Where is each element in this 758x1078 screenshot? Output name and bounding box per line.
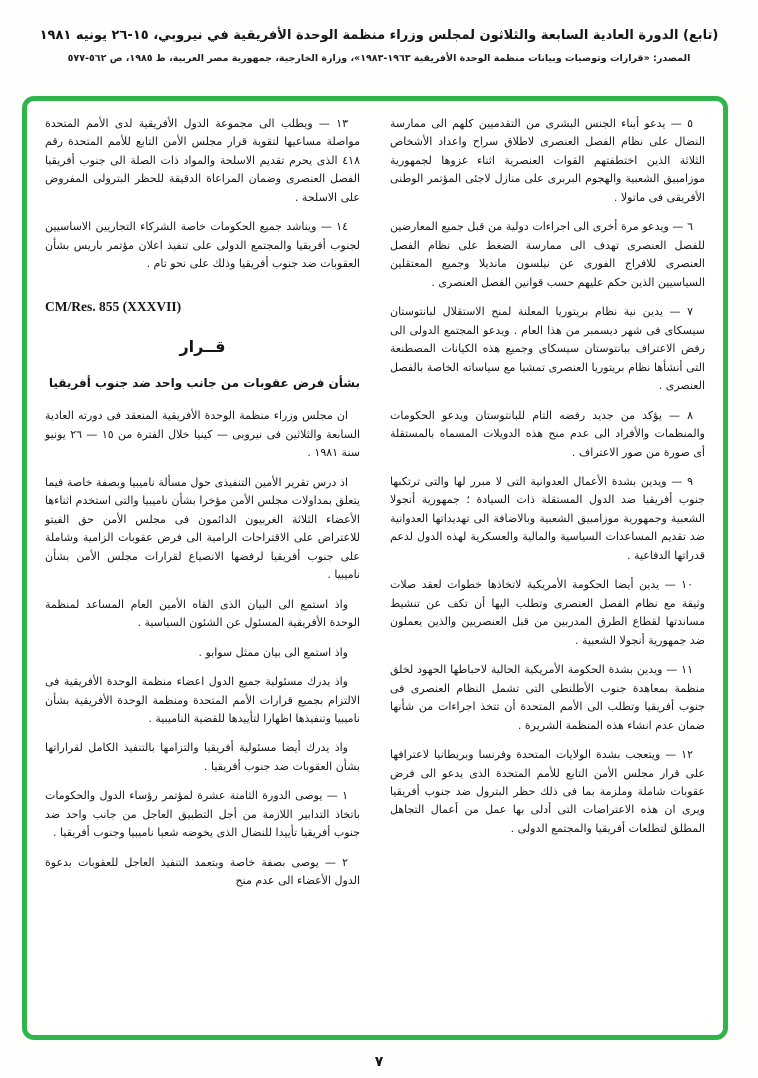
paragraph-item-12: ١٢ — ويتعجب بشدة الولايات المتحدة وفرنسا وبريطانيا لاعترافها على قرار مجلس الأمن التابع للأمم المتحدة الذى يدعو الى فرض عقوبات شاملة وملزمة بما فى ذلك حظر البترول ضد جنوب أفريقيا ويرى ان هذه الاعتراضات التى أدلى بها عمل من أعمال التجاهل المطلق لتطلعات أفريقيا والمجتمع الدولى . <box>390 748 705 835</box>
paragraph-item-6: ٦ — ويدعو مرة أخرى الى اجراءات دولية من قبل جميع المعارضين للفصل العنصرى تهدف الى ممارسة الضغط على نظام الفصل العنصرى للافراج الفورى عن نيلسون مانديلا وجميع المعتقلين السياسيين الذين حكم عليهم حسب قوانين الفصل العنصرى . <box>390 220 705 289</box>
resolution-considering-3: واذ استمع الى بيان ممثل سوابو . <box>198 645 348 659</box>
paragraph-item-14: ١٤ — ويناشد جميع الحكومات خاصة الشركاء التجاريين الاساسيين لجنوب أفريقيا والمجتمع الدولى على تنفيذ اعلان مؤتمر باريس بشأن العقوبات ضد جنوب أفريقيا وذلك على نحو تام . <box>45 220 360 271</box>
paragraph-item-8: ٨ — يؤكد من جديد رفضه التام للبانتوستان ويدعو الحكومات والمنظمات والأفراد الى عدم منح هذه الدويلات المسماه بالمستقلة أى صورة من صور الاعتراف . <box>390 408 705 459</box>
resolution-number: CM/Res. 855 (XXXVII) <box>45 298 182 314</box>
page-footer <box>0 1051 758 1070</box>
paragraph-item-13: ١٣ — ويطلب الى مجموعة الدول الأفريقية لدى الأمم المتحدة مواصلة مساعيها لتقوية قرار مجلس الأمن التابع للأمم المتحدة رقم ٤١٨ الذى يحرم تقديم الاسلحة والمواد ذات الصلة الى جنوب أفريقيا الفصل العنصرى وضمان المراعاة الدقيقة للحظر البترولى المفروض على الاسلحة . <box>45 117 360 204</box>
header-source-line: المصدر: «قرارات وتوصيات وبيانات منظمة الوحدة الأفريقية ١٩٦٣-١٩٨٣»، وزارة الخارجية، جمهورية مصر العربية، ط ١٩٨٥، ص ٥٦٢-٥٧٧ <box>67 52 691 64</box>
resolution-preamble: ان مجلس وزراء منظمة الوحدة الأفريقية المنعقد فى دورته العادية السابعة والثلاثين فى نيروبى — كينيا خلال الفترة من ١٥ — ٢٦ يونيو سنة ١٩٨١ . <box>45 409 361 460</box>
paragraph-item-5: ٥ — يدعو أبناء الجنس البشرى من التقدميين كلهم الى ممارسة النضال على نظام الفصل العنصرى لاطلاق سراح واعداد الأشخاص الثلاثة الذين اختطفتهم القوات العنصرية اثناء غزوها لجمهورية موزامبيق الشعبية والهجوم البربرى على منازل لاجئى المؤتمر الوطنى الأفريقى فى ماتولا . <box>390 117 705 204</box>
resolution-considering-5: واذ يدرك أيضا مسئولية أفريقيا والتزامها بالتنفيذ الكامل لقراراتها بشأن العقوبات ضد جنوب أفريقيا . <box>45 741 360 773</box>
page-number: ٧ <box>374 1054 384 1070</box>
header-session-title: (تابع) الدورة العادية السابعة والثلاثون لمجلس وزراء منظمة الوحدة الأفريقية في نيروبي، ١٥-٢٦ يونيه ١٩٨١ <box>39 28 719 43</box>
page-header <box>0 0 758 64</box>
paragraph-item-10: ١٠ — يدين أيضا الحكومة الأمريكية لاتخاذها خطوات لعقد صلات وثيقة مع نظام الفصل العنصرى وتطلب اليها أن تكف عن تنشيط مساندتها لقطاع الطرق المدربين من قبل العنصريين والذين يعملون ضد جمهورية أنجولا الشعبية . <box>390 578 705 647</box>
resolution-considering-4: واذ يدرك مسئولية جميع الدول اعضاء منظمة الوحدة الأفريقية فى الالتزام بجميع قرارات الأمم المتحدة ومنظمة الوحدة الأفريقية بشأن ناميبيا وتنفيذها اظهارا لتأييدها للقضية الناميبية . <box>45 675 360 726</box>
resolution-title: قــرار <box>179 337 226 357</box>
two-column-layout <box>27 101 723 1035</box>
left-column <box>45 115 360 1025</box>
resolution-considering-1: اذ درس تقرير الأمين التنفيذى حول مسألة ناميبيا وبصفة خاصة فيما يتعلق بمداولات مجلس الأمن مؤخرا بشأن ناميبيا والتى استخدم اثناءها الأعضاء الثلاثة الغربيون الدائمون فى مجلس الأمن حق الفيتو للاعتراض على الاقتراحات الرامية الى فرض عقوبات الزامية وشاملة على جنوب أفريقيا لرفضها الانصياع لقرارات مجلس الأمن بشأن ناميبيا . <box>45 475 360 582</box>
paragraph-item-7: ٧ — يدين نية نظام بريتوريا المعلنة لمنح الاستقلال لبانتوستان سيسكاى فى شهر ديسمبر من هذا العام . ويدعو المجتمع الدولى الى رفض الاعتراف ببانتوستان سيسكاى وجميع هذه الكيانات المصطنعة التى أنشأها نظام بريتوريا العنصرى تمشيا مع سياساته الخاصة بالفصل العنصرى . <box>390 305 705 393</box>
resolution-considering-2: واذ استمع الى البيان الذى القاه الأمين العام المساعد لمنظمة الوحدة الأفريقية المسئول عن الشئون السياسية . <box>45 597 360 630</box>
paragraph-item-11: ١١ — ويدين بشدة الحكومة الأمريكية الحالية لاحباطها الجهود لخلق منظمة بمعاهدة جنوب الأطلنطى التى تشمل النظام العنصرى فى جنوب أفريقيا وتطلب الى الأمم المتحدة أن تتخذ اجراءات من شأنها ضمان عدم انشاء هذه المنظمة الشريرة . <box>390 663 705 732</box>
paragraph-item-9: ٩ — ويدين بشدة الأعمال العدوانية التى لا مبرر لها والتى ترتكبها جنوب أفريقيا ضد الدول المستقلة ذات السيادة ؛ جمهورية أنجولا الشعبية وجمهورية موزامبيق الشعبية وبالاضافة الى تهديداتها العدوانية ضد تقديم المساعدات السياسية والمالية والعسكرية لهذه الدول لدعم قدراتها الدفاعية . <box>390 474 705 562</box>
green-border-frame <box>22 96 728 1040</box>
resolution-operative-1: ١ — يوصى الدورة الثامنة عشرة لمؤتمر رؤساء الدول والحكومات باتخاذ التدابير اللازمة من أجل التطبيق العاجل من جانب واحد ضد جنوب أفريقيا تأييدا للنضال الذى يخوضه شعبا ناميبيا وجنوب أفريقيا . <box>45 789 360 840</box>
resolution-subtitle: بشأن فرض عقوبات من جانب واحد ضد جنوب أفريقيا <box>48 376 360 391</box>
right-column <box>390 115 705 1025</box>
resolution-operative-2: ٢ — يوصى بصفة خاصة وبتعمد التنفيذ العاجل للعقوبات بدعوة الدول الأعضاء الى عدم منح <box>45 855 360 888</box>
